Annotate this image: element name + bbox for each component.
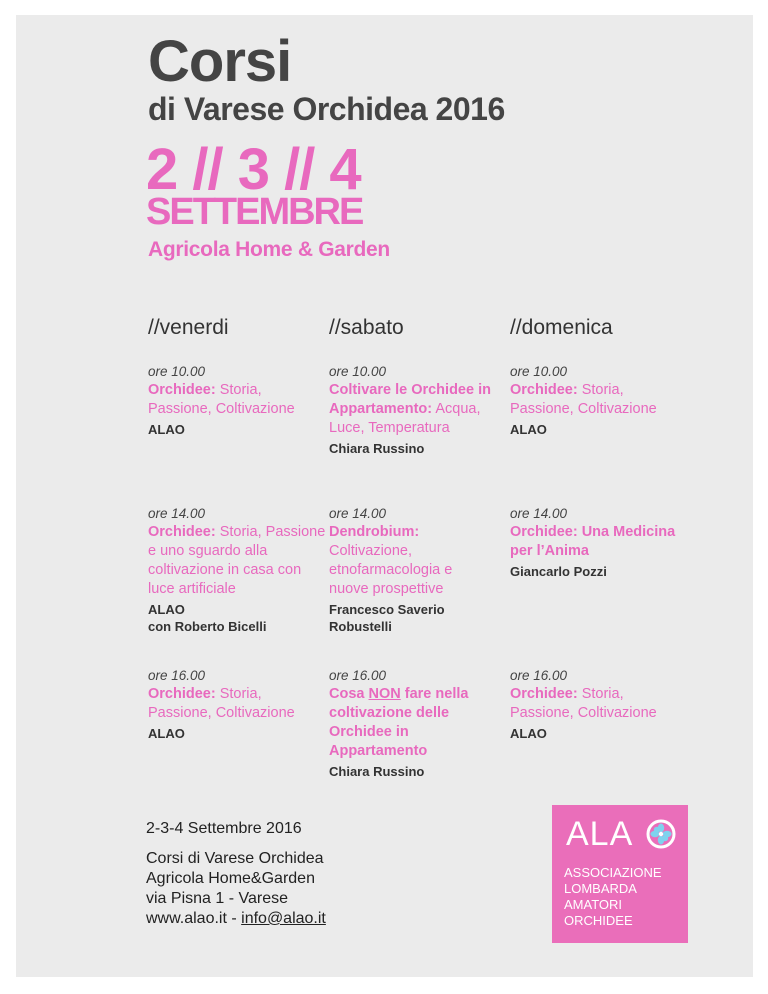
- day-heading-saturday: //sabato: [329, 316, 404, 339]
- logo-text-line: LOMBARDA: [564, 881, 637, 896]
- course-title: Orchidee:: [148, 382, 216, 398]
- course-slot: [148, 362, 328, 438]
- course-title: Orchidee:: [510, 686, 578, 702]
- course-time: ore 10.00: [329, 364, 387, 379]
- course-title: Orchidee: Una Medicina per l’Anima: [510, 524, 676, 559]
- logo-wordmark: ALA: [566, 815, 634, 853]
- course-teacher: Giancarlo Pozzi: [510, 564, 607, 579]
- course-slot: [510, 666, 690, 742]
- day-heading-friday: //venerdi: [148, 316, 229, 339]
- course-title: Coltivare le Orchidee in Appartamento:: [329, 382, 491, 417]
- website-link[interactable]: www.alao.it: [146, 910, 227, 927]
- orchid-flower-icon: [646, 819, 676, 849]
- course-description: Storia, Passione e uno sguardo alla coltivazione in casa con luce artificiale: [148, 524, 326, 597]
- column-friday: [148, 316, 326, 741]
- course-slot: [329, 666, 505, 780]
- course-title: Orchidee:: [148, 524, 216, 540]
- course-title: [329, 685, 505, 761]
- course-description: Coltivazione, etnofarmacologia e nuove prospettive: [329, 543, 453, 597]
- footer-contacts: [146, 909, 326, 929]
- course-slot: [510, 504, 686, 580]
- course-teacher: Francesco Saverio Robustelli: [329, 602, 445, 634]
- footer-line: Corsi di Varese Orchidea: [146, 850, 324, 867]
- course-description: Storia, Passione, Coltivazione: [510, 382, 657, 417]
- teacher-name: ALAO: [148, 602, 185, 617]
- course-slot: [329, 362, 505, 457]
- course-title: Dendrobium:: [329, 524, 420, 540]
- logo-text-line: ORCHIDEE: [564, 913, 633, 928]
- column-sunday: [510, 316, 686, 741]
- course-title: Orchidee:: [510, 382, 578, 398]
- page-title: Corsi: [148, 29, 292, 94]
- course-time: ore 16.00: [510, 668, 568, 683]
- footer-line: Agricola Home&Garden: [146, 870, 315, 887]
- course-description: Storia, Passione, Coltivazione: [148, 382, 295, 417]
- course-title: Orchidee:: [148, 686, 216, 702]
- course-teacher: ALAO: [510, 422, 547, 437]
- course-teacher: ALAO: [148, 726, 185, 741]
- course-teacher: Chiara Russino: [329, 764, 425, 779]
- course-time: ore 10.00: [148, 364, 206, 379]
- course-slot: [510, 362, 690, 438]
- logo-association-name: [564, 865, 662, 929]
- footer-info: [146, 849, 326, 929]
- teacher-name: con Roberto Bicelli: [148, 619, 267, 634]
- course-description: Storia, Passione, Coltivazione: [510, 686, 657, 721]
- course-description: Acqua, Luce, Temperatura: [329, 401, 481, 436]
- separator: -: [226, 910, 242, 927]
- course-time: ore 14.00: [148, 506, 206, 521]
- event-venue: Agricola Home & Garden: [148, 238, 390, 261]
- email-link[interactable]: info@alao.it: [241, 910, 326, 927]
- logo-text-line: AMATORI: [564, 897, 623, 912]
- course-time: ore 16.00: [148, 668, 206, 683]
- course-title-emphasis: NON: [368, 686, 401, 702]
- course-time: ore 16.00: [329, 668, 387, 683]
- course-description: Storia, Passione, Coltivazione: [148, 686, 295, 721]
- course-teacher: ALAO: [510, 726, 547, 741]
- page-subtitle: di Varese Orchidea 2016: [148, 91, 505, 127]
- course-time: ore 14.00: [510, 506, 568, 521]
- course-time: ore 14.00: [329, 506, 387, 521]
- logo-text-line: ASSOCIAZIONE: [564, 865, 662, 880]
- day-heading-sunday: //domenica: [510, 316, 613, 339]
- event-month: SETTEMBRE: [146, 191, 363, 233]
- poster: [16, 15, 753, 977]
- course-teacher: Chiara Russino: [329, 441, 425, 456]
- alao-logo: [552, 805, 688, 943]
- footer-dates: 2-3-4 Settembre 2016: [146, 820, 302, 837]
- column-saturday: [329, 316, 505, 779]
- course-teacher: ALAO: [148, 422, 185, 437]
- footer-line: via Pisna 1 - Varese: [146, 890, 288, 907]
- event-dates: 2 // 3 // 4: [146, 137, 361, 202]
- course-title-part: fare nella coltivazione delle Orchidee in Appartamento: [329, 686, 469, 759]
- course-title-part: Cosa: [329, 686, 369, 702]
- course-slot: [148, 666, 328, 742]
- course-time: ore 10.00: [510, 364, 568, 379]
- course-slot: [148, 504, 328, 635]
- course-teacher: [148, 601, 328, 635]
- course-slot: [329, 504, 494, 635]
